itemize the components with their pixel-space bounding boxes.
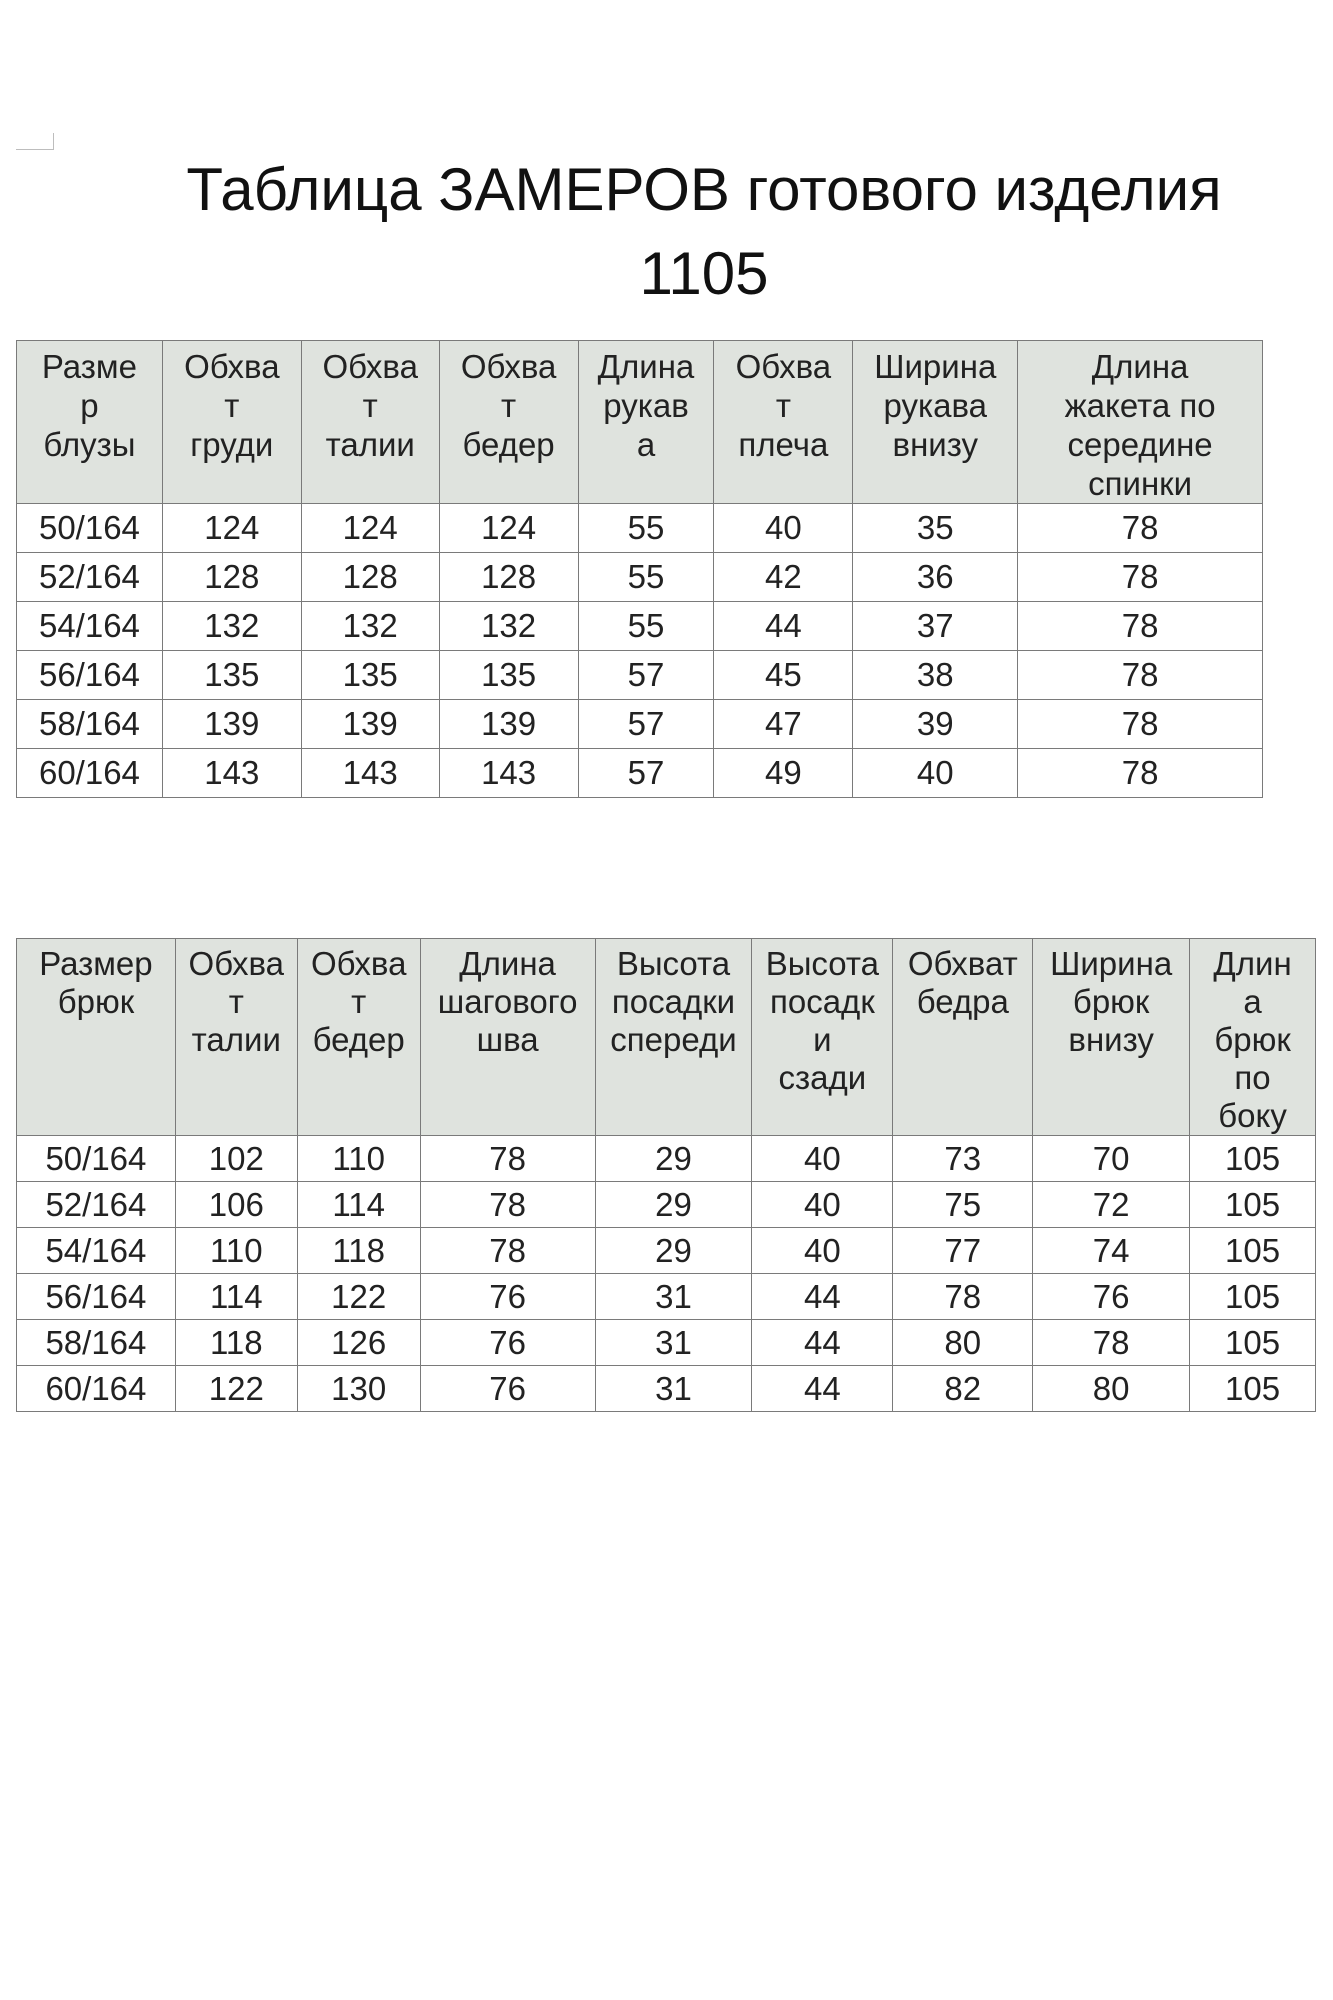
blouse-header-cell — [162, 341, 301, 504]
page-title — [0, 148, 1333, 316]
pants-header-text: бедра — [916, 983, 1009, 1020]
blouse-table-row — [17, 553, 1263, 602]
blouse-value-cell: 38 — [853, 651, 1018, 700]
pants-value-cell: 126 — [297, 1320, 420, 1366]
pants-header-text: т — [351, 983, 367, 1020]
blouse-value-cell: 44 — [714, 602, 853, 651]
blouse-header-text: Разме — [41, 348, 137, 385]
pants-value-cell: 78 — [893, 1274, 1033, 1320]
blouse-value-cell: 39 — [853, 700, 1018, 749]
pants-header-cell — [595, 939, 752, 1136]
pants-value-cell: 80 — [1033, 1366, 1190, 1412]
blouse-header-text: груди — [190, 426, 274, 463]
pants-value-cell: 29 — [595, 1136, 752, 1182]
pants-header-text: Высота — [616, 945, 731, 982]
blouse-header-cell — [1018, 341, 1263, 504]
blouse-header-text: Обхва — [460, 348, 557, 385]
pants-value-cell: 40 — [752, 1228, 893, 1274]
blouse-header-cell — [301, 341, 439, 504]
blouse-value-cell: 57 — [578, 700, 714, 749]
pants-header-text: Обхва — [310, 945, 407, 982]
pants-value-cell: 82 — [893, 1366, 1033, 1412]
blouse-header-cell — [578, 341, 714, 504]
pants-value-cell: 77 — [893, 1228, 1033, 1274]
pants-value-cell: 105 — [1190, 1182, 1316, 1228]
pants-table-row — [17, 1366, 1316, 1412]
pants-header-text: брюк — [57, 983, 135, 1020]
blouse-header-text: плеча — [738, 426, 829, 463]
pants-value-cell: 122 — [297, 1274, 420, 1320]
blouse-value-cell: 128 — [439, 553, 578, 602]
pants-value-cell: 31 — [595, 1320, 752, 1366]
blouse-value-cell: 42 — [714, 553, 853, 602]
pants-value-cell: 40 — [752, 1136, 893, 1182]
blouse-value-cell: 49 — [714, 749, 853, 798]
pants-table-row — [17, 1228, 1316, 1274]
pants-value-cell: 105 — [1190, 1136, 1316, 1182]
pants-value-cell: 76 — [420, 1366, 595, 1412]
blouse-header-text: р — [80, 387, 99, 424]
blouse-value-cell: 128 — [162, 553, 301, 602]
pants-table-row — [17, 1320, 1316, 1366]
pants-size-cell: 50/164 — [17, 1136, 176, 1182]
pants-header-cell — [1033, 939, 1190, 1136]
pants-header-text: Обхват — [907, 945, 1018, 982]
pants-header-text: а — [1243, 983, 1262, 1020]
pants-header-cell — [752, 939, 893, 1136]
pants-value-cell: 44 — [752, 1366, 893, 1412]
pants-header-cell — [17, 939, 176, 1136]
pants-size-cell: 58/164 — [17, 1320, 176, 1366]
pants-value-cell: 40 — [752, 1182, 893, 1228]
pants-value-cell: 80 — [893, 1320, 1033, 1366]
blouse-value-cell: 78 — [1018, 700, 1263, 749]
pants-value-cell: 75 — [893, 1182, 1033, 1228]
pants-value-cell: 105 — [1190, 1228, 1316, 1274]
pants-value-cell: 78 — [420, 1182, 595, 1228]
pants-value-cell: 76 — [420, 1274, 595, 1320]
pants-value-cell: 105 — [1190, 1366, 1316, 1412]
pants-value-cell: 114 — [297, 1182, 420, 1228]
blouse-header-text: спинки — [1088, 465, 1193, 502]
blouse-size-cell: 54/164 — [17, 602, 163, 651]
blouse-value-cell: 78 — [1018, 651, 1263, 700]
pants-header-text: сзади — [778, 1059, 867, 1096]
blouse-table-row — [17, 749, 1263, 798]
pants-header-cell — [297, 939, 420, 1136]
blouse-value-cell: 124 — [301, 504, 439, 553]
blouse-size-cell: 56/164 — [17, 651, 163, 700]
blouse-table-row — [17, 504, 1263, 553]
blouse-value-cell: 139 — [301, 700, 439, 749]
blouse-table-row — [17, 700, 1263, 749]
pants-table-row — [17, 1136, 1316, 1182]
pants-value-cell: 78 — [420, 1228, 595, 1274]
pants-value-cell: 110 — [297, 1136, 420, 1182]
pants-value-cell: 105 — [1190, 1320, 1316, 1366]
pants-header-row — [17, 939, 1316, 1136]
page-title-line-1: Таблица ЗАМЕРОВ готового изделия — [186, 156, 1222, 223]
blouse-value-cell: 132 — [301, 602, 439, 651]
blouse-value-cell: 35 — [853, 504, 1018, 553]
pants-header-text: спереди — [610, 1021, 737, 1058]
pants-size-cell: 52/164 — [17, 1182, 176, 1228]
blouse-header-text: а — [636, 426, 656, 463]
blouse-value-cell: 36 — [853, 553, 1018, 602]
blouse-header-text: рукав — [603, 387, 689, 424]
pants-header-text: брюк — [1214, 1021, 1291, 1058]
blouse-header-cell — [17, 341, 163, 504]
pants-header-text: Длина — [459, 945, 556, 982]
pants-value-cell: 29 — [595, 1228, 752, 1274]
pants-header-text: посадк — [769, 983, 875, 1020]
pants-header-cell — [893, 939, 1033, 1136]
pants-measurements-table — [16, 938, 1316, 1412]
blouse-header-text: жакета по — [1064, 387, 1216, 424]
pants-header-text: бедер — [312, 1021, 405, 1058]
blouse-header-cell — [853, 341, 1018, 504]
blouse-value-cell: 47 — [714, 700, 853, 749]
pants-value-cell: 105 — [1190, 1274, 1316, 1320]
blouse-value-cell: 135 — [439, 651, 578, 700]
pants-header-text: брюк — [1072, 983, 1150, 1020]
blouse-header-text: Ширина — [874, 348, 997, 385]
blouse-header-text: бедер — [462, 426, 555, 463]
pants-value-cell: 118 — [175, 1320, 297, 1366]
blouse-header-cell — [714, 341, 853, 504]
pants-header-text: посадки — [611, 983, 736, 1020]
pants-header-text: по — [1234, 1059, 1271, 1096]
blouse-header-text: Длина — [597, 348, 695, 385]
blouse-value-cell: 124 — [162, 504, 301, 553]
blouse-table-row — [17, 651, 1263, 700]
pants-value-cell: 114 — [175, 1274, 297, 1320]
blouse-size-cell: 58/164 — [17, 700, 163, 749]
blouse-value-cell: 132 — [162, 602, 301, 651]
blouse-size-cell: 60/164 — [17, 749, 163, 798]
blouse-value-cell: 139 — [439, 700, 578, 749]
pants-value-cell: 78 — [1033, 1320, 1190, 1366]
blouse-header-text: Обхва — [322, 348, 418, 385]
blouse-size-cell: 50/164 — [17, 504, 163, 553]
blouse-value-cell: 135 — [301, 651, 439, 700]
blouse-value-cell: 128 — [301, 553, 439, 602]
blouse-value-cell: 55 — [578, 602, 714, 651]
pants-value-cell: 31 — [595, 1274, 752, 1320]
blouse-header-text: Обхва — [184, 348, 280, 385]
blouse-value-cell: 143 — [162, 749, 301, 798]
pants-value-cell: 118 — [297, 1228, 420, 1274]
blouse-header-text: т — [775, 387, 791, 424]
blouse-value-cell: 78 — [1018, 504, 1263, 553]
blouse-header-text: рукава — [883, 387, 988, 424]
blouse-header-text: внизу — [892, 426, 978, 463]
blouse-value-cell: 135 — [162, 651, 301, 700]
blouse-header-text: т — [362, 387, 378, 424]
blouse-header-text: Обхва — [735, 348, 832, 385]
blouse-header-text: середине — [1067, 426, 1213, 463]
pants-header-cell — [175, 939, 297, 1136]
blouse-header-text: Длина — [1091, 348, 1189, 385]
pants-header-text: шагового — [437, 983, 578, 1020]
pants-table-row — [17, 1182, 1316, 1228]
pants-value-cell: 76 — [420, 1320, 595, 1366]
blouse-header-text: блузы — [43, 426, 136, 463]
pants-value-cell: 44 — [752, 1320, 893, 1366]
blouse-value-cell: 55 — [578, 504, 714, 553]
blouse-measurements-table — [16, 340, 1263, 798]
pants-size-cell: 54/164 — [17, 1228, 176, 1274]
pants-table-row — [17, 1274, 1316, 1320]
blouse-value-cell: 78 — [1018, 749, 1263, 798]
pants-value-cell: 29 — [595, 1182, 752, 1228]
pants-value-cell: 31 — [595, 1366, 752, 1412]
pants-value-cell: 76 — [1033, 1274, 1190, 1320]
page-title-line-2: 1105 — [639, 240, 769, 307]
pants-size-cell: 56/164 — [17, 1274, 176, 1320]
pants-header-text: Обхва — [188, 945, 285, 982]
pants-value-cell: 102 — [175, 1136, 297, 1182]
pants-value-cell: 72 — [1033, 1182, 1190, 1228]
blouse-value-cell: 78 — [1018, 553, 1263, 602]
blouse-value-cell: 139 — [162, 700, 301, 749]
pants-header-cell — [420, 939, 595, 1136]
blouse-header-cell — [439, 341, 578, 504]
pants-value-cell: 44 — [752, 1274, 893, 1320]
blouse-value-cell: 124 — [439, 504, 578, 553]
pants-value-cell: 73 — [893, 1136, 1033, 1182]
pants-header-text: Длин — [1213, 945, 1292, 982]
blouse-value-cell: 57 — [578, 749, 714, 798]
blouse-value-cell: 143 — [301, 749, 439, 798]
pants-header-text: и — [813, 1021, 832, 1058]
blouse-header-text: т — [501, 387, 517, 424]
blouse-value-cell: 78 — [1018, 602, 1263, 651]
pants-value-cell: 110 — [175, 1228, 297, 1274]
pants-header-text: Высота — [765, 945, 880, 982]
blouse-value-cell: 132 — [439, 602, 578, 651]
blouse-size-cell: 52/164 — [17, 553, 163, 602]
pants-header-text: шва — [476, 1021, 539, 1058]
blouse-header-text: талии — [325, 426, 415, 463]
pants-value-cell: 106 — [175, 1182, 297, 1228]
blouse-value-cell: 37 — [853, 602, 1018, 651]
pants-header-text: Ширина — [1050, 945, 1173, 982]
pants-value-cell: 70 — [1033, 1136, 1190, 1182]
pants-value-cell: 122 — [175, 1366, 297, 1412]
blouse-value-cell: 55 — [578, 553, 714, 602]
blouse-value-cell: 57 — [578, 651, 714, 700]
pants-header-text: внизу — [1068, 1021, 1154, 1058]
pants-header-text: боку — [1218, 1097, 1287, 1134]
pants-header-text: т — [228, 983, 244, 1020]
blouse-header-row — [17, 341, 1263, 504]
pants-value-cell: 74 — [1033, 1228, 1190, 1274]
pants-header-cell — [1190, 939, 1316, 1136]
pants-size-cell: 60/164 — [17, 1366, 176, 1412]
blouse-table-row — [17, 602, 1263, 651]
pants-value-cell: 130 — [297, 1366, 420, 1412]
pants-value-cell: 78 — [420, 1136, 595, 1182]
pants-header-text: талии — [191, 1021, 281, 1058]
blouse-value-cell: 40 — [853, 749, 1018, 798]
blouse-value-cell: 40 — [714, 504, 853, 553]
blouse-value-cell: 45 — [714, 651, 853, 700]
blouse-header-text: т — [224, 387, 240, 424]
blouse-value-cell: 143 — [439, 749, 578, 798]
pants-header-text: Размер — [39, 945, 153, 982]
